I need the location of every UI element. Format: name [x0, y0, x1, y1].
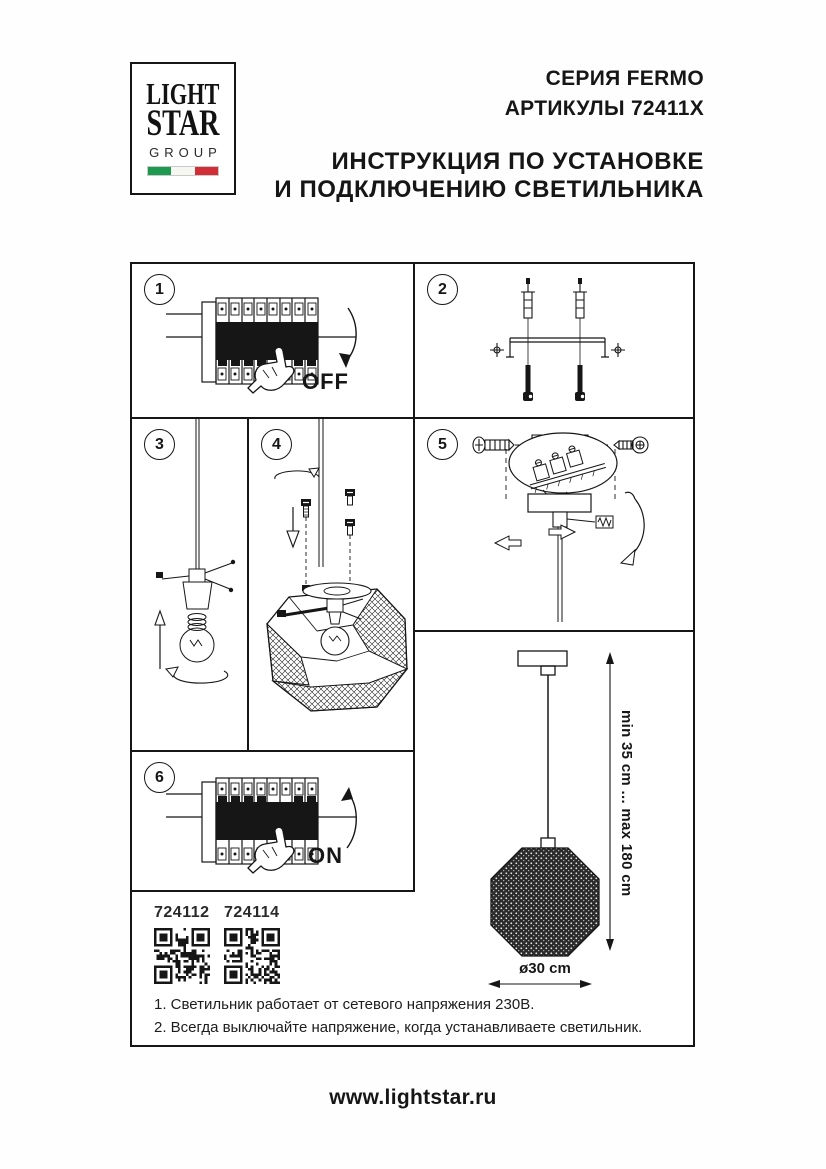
step-1-number: 1: [144, 274, 175, 305]
rotate-arrow-icon: [621, 492, 644, 565]
article-code-1: 724112: [154, 904, 210, 921]
italian-flag-icon: [147, 166, 219, 176]
step-1-panel: [132, 264, 415, 419]
detail-balloon: [509, 433, 617, 498]
octagon-shade: [491, 848, 599, 956]
diameter-dimension-line: [488, 980, 592, 988]
rotate-icon: [166, 667, 228, 683]
safety-notes: [154, 994, 684, 1039]
height-dimension-line: [606, 652, 614, 951]
step-5-panel: [415, 419, 693, 632]
lightstar-logo: [130, 62, 236, 195]
pendant-lamp-dimensions-illustration: [415, 632, 693, 1045]
logo-text-star: STAR: [146, 102, 220, 144]
instruction-title: [274, 148, 704, 204]
step-3-panel: [132, 419, 249, 752]
qr-code-724114: [224, 928, 280, 984]
note-1: 1. Светильник работает от сетевого напряжения 230В.: [154, 996, 535, 1013]
step-2-panel: [415, 264, 693, 419]
step-6-number: 6: [144, 762, 175, 793]
logo-text-light: LIGHT: [146, 76, 220, 112]
step-2-number: 2: [427, 274, 458, 305]
steps-grid: [130, 262, 695, 1047]
step-3-number: 3: [144, 429, 175, 460]
series-title: СЕРИЯ FERMO: [545, 67, 704, 90]
note-2: 2. Всегда выключайте напряжение, когда устанавливаете светильник.: [154, 1018, 643, 1036]
arrow-down-icon: [287, 507, 299, 547]
off-label: OFF: [302, 369, 349, 394]
header: [274, 64, 704, 204]
step-4-number: 4: [261, 429, 292, 460]
diameter-label: ø30 cm: [519, 960, 571, 977]
instruction-title-line1: ИНСТРУКЦИЯ ПО УСТАНОВКЕ: [331, 148, 704, 175]
arrow-down-icon: [339, 308, 356, 368]
dimension-drawing: [415, 632, 693, 1045]
set-screw-spring-icon: [596, 516, 613, 528]
bulb-install-illustration: [132, 419, 247, 750]
article-code-2: 724114: [224, 904, 280, 921]
on-label: ON: [308, 843, 343, 868]
qr-section: [132, 892, 415, 992]
step-5-number: 5: [427, 429, 458, 460]
logo-text-group: GROUP: [149, 144, 222, 160]
qr-code-724112: [154, 928, 210, 984]
arrow-up-icon: [155, 611, 165, 669]
instruction-title-line2: И ПОДКЛЮЧЕНИЮ СВЕТИЛЬНИКА: [274, 176, 704, 203]
shade-assembly-illustration: [249, 419, 413, 750]
step-4-panel: [249, 419, 415, 752]
articles-title: АРТИКУЛЫ 72411X: [504, 97, 704, 120]
height-range-label: min 35 cm ... max 180 cm: [618, 709, 635, 897]
step-6-panel: [132, 752, 415, 892]
faceted-shade: [267, 583, 407, 711]
website-url: www.lightstar.ru: [329, 1086, 497, 1109]
slide-arrows-icon: [495, 525, 575, 550]
